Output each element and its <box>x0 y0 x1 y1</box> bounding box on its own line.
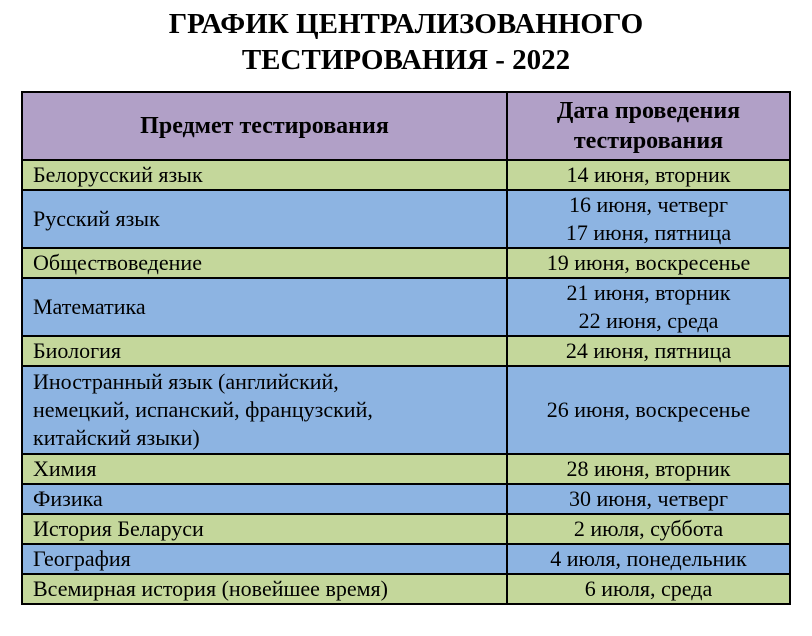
date-line: 2 июля, суббота <box>573 516 724 541</box>
header-date-line-1: Дата проведения <box>556 98 741 124</box>
date-line: 24 июня, пятница <box>565 338 732 363</box>
subject-cell <box>22 248 507 278</box>
title-line-2: ТЕСТИРОВАНИЯ - 2022 <box>241 44 571 76</box>
date-line: 6 июля, среда <box>584 576 713 601</box>
subject-cell <box>22 574 507 604</box>
subject-line: Иностранный язык (английский, <box>33 369 339 394</box>
title-line-1: ГРАФИК ЦЕНТРАЛИЗОВАННОГО <box>168 8 644 40</box>
date-line: 28 июня, вторник <box>566 456 731 481</box>
header-subject: Предмет тестирования <box>22 92 507 160</box>
table-header-row <box>22 92 790 160</box>
date-cell <box>507 278 790 336</box>
date-cell <box>507 336 790 366</box>
date-cell <box>507 574 790 604</box>
table-row <box>22 278 790 336</box>
subject-line: Химия <box>33 456 97 481</box>
subject-line: Обществоведение <box>33 250 202 275</box>
date-cell <box>507 248 790 278</box>
date-cell <box>507 544 790 574</box>
header-date <box>507 92 790 160</box>
subject-line: Биология <box>33 338 122 363</box>
date-line: 21 июня, вторник <box>566 280 731 305</box>
table-row <box>22 336 790 366</box>
table-row <box>22 574 790 604</box>
subject-cell <box>22 544 507 574</box>
date-cell <box>507 366 790 454</box>
table-row <box>22 544 790 574</box>
subject-cell <box>22 336 507 366</box>
subject-line: История Беларуси <box>33 516 204 541</box>
subject-cell <box>22 454 507 484</box>
subject-cell <box>22 278 507 336</box>
date-cell <box>507 514 790 544</box>
date-line: 30 июня, четверг <box>568 486 729 511</box>
date-line: 16 июня, четверг <box>568 192 729 217</box>
schedule-table <box>21 91 791 605</box>
table-row <box>22 454 790 484</box>
date-cell <box>507 190 790 248</box>
table-row <box>22 160 790 190</box>
subject-line: Всемирная история (новейшее время) <box>33 576 388 601</box>
table-row <box>22 248 790 278</box>
table-row <box>22 190 790 248</box>
table-row <box>22 484 790 514</box>
date-line: 4 июля, понедельник <box>550 546 747 571</box>
subject-cell <box>22 484 507 514</box>
date-cell <box>507 484 790 514</box>
schedule-body <box>22 160 790 604</box>
subject-line: китайский языки) <box>33 425 200 450</box>
subject-cell <box>22 160 507 190</box>
subject-line: немецкий, испанский, французский, <box>33 397 373 422</box>
date-line: 17 июня, пятница <box>565 220 732 245</box>
date-line: 22 июня, среда <box>578 308 719 333</box>
date-line: 19 июня, воскресенье <box>546 250 751 275</box>
table-row <box>22 514 790 544</box>
subject-cell <box>22 366 507 454</box>
subject-line: География <box>33 546 131 571</box>
subject-cell <box>22 190 507 248</box>
page-title <box>0 6 812 78</box>
date-line: 26 июня, воскресенье <box>546 397 751 422</box>
subject-line: Русский язык <box>33 206 160 231</box>
table-row <box>22 366 790 454</box>
header-date-line-2: тестирования <box>573 128 724 154</box>
subject-line: Математика <box>33 294 146 319</box>
date-line: 14 июня, вторник <box>566 162 731 187</box>
date-cell <box>507 160 790 190</box>
subject-line: Физика <box>33 486 103 511</box>
date-cell <box>507 454 790 484</box>
subject-cell <box>22 514 507 544</box>
subject-line: Белорусский язык <box>33 162 203 187</box>
